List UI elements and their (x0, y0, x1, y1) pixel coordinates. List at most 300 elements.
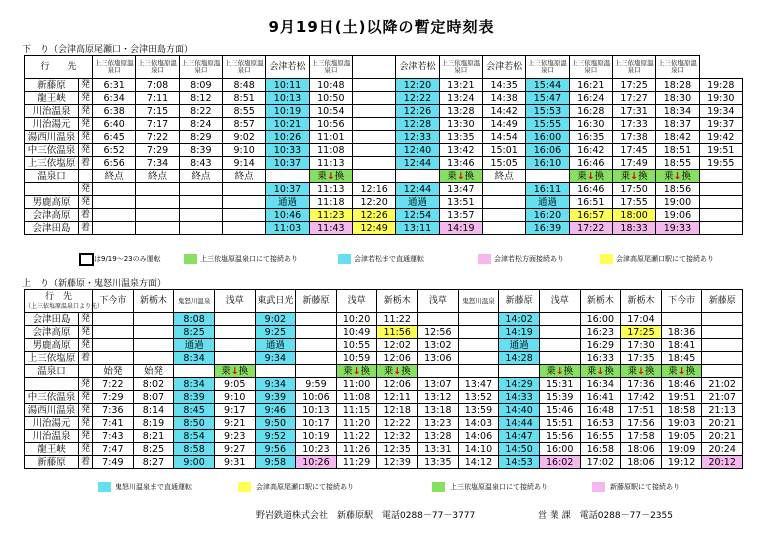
time-cell: 18:34 (656, 105, 699, 118)
time-cell: 17:55 (612, 196, 655, 209)
time-cell: 16:28 (569, 105, 612, 118)
time-cell (133, 313, 174, 326)
time-cell: 10:13 (266, 92, 309, 105)
time-cell: 11:08 (336, 391, 377, 404)
station-name: 中三依温泉 (25, 144, 79, 157)
time-cell: 9:59 (296, 378, 337, 391)
time-cell: 乗↓換 (439, 170, 482, 183)
time-cell: 14:19 (439, 222, 482, 235)
time-cell: 10:59 (336, 352, 377, 365)
time-cell: 9:10 (214, 391, 255, 404)
column-destination: 会津若松 (396, 56, 439, 79)
time-cell: 13:59 (458, 404, 499, 417)
time-cell: 通過 (526, 196, 569, 209)
station-name: 龍王峡 (25, 443, 79, 456)
time-cell (702, 339, 743, 352)
station-name: 温泉口 (25, 365, 79, 378)
time-cell: 14:47 (499, 430, 540, 443)
time-cell: 9:58 (255, 456, 296, 469)
legend-down-a: は9/19～23のみ運転 (94, 255, 161, 263)
column-destination: 浅草 (336, 290, 377, 313)
time-cell (539, 352, 580, 365)
transfer-arrow-icon: ↓ (673, 170, 682, 182)
time-cell (458, 365, 499, 378)
time-cell: 14:35 (482, 79, 525, 92)
arr-dep-mark: 発 (79, 196, 93, 209)
time-cell: 通過 (266, 196, 309, 209)
time-cell: 10:06 (296, 391, 337, 404)
time-cell: 8:25 (174, 326, 215, 339)
arr-dep-mark: 発 (79, 79, 93, 92)
column-destination: 上三依塩原温泉口 (136, 56, 179, 79)
time-cell: 乗↓換 (569, 170, 612, 183)
station-name: 会津田島 (25, 313, 79, 326)
time-cell: 8:12 (179, 92, 222, 105)
arr-dep-mark: 発 (79, 131, 93, 144)
arr-dep-mark: 着 (79, 209, 93, 222)
time-cell: 11:13 (309, 183, 352, 196)
time-cell: 12:28 (396, 118, 439, 131)
time-cell (352, 92, 395, 105)
time-cell: 16:42 (569, 144, 612, 157)
time-cell: 20:24 (702, 443, 743, 456)
time-cell (223, 183, 266, 196)
table-row (25, 417, 743, 430)
time-cell: 21:07 (702, 391, 743, 404)
station-name: 川治温泉 (25, 105, 79, 118)
time-cell: 終点 (93, 170, 136, 183)
time-cell (255, 365, 296, 378)
time-cell: 17:25 (612, 79, 655, 92)
arr-dep-mark (79, 365, 93, 378)
time-cell: 始発 (93, 365, 134, 378)
time-cell: 8:29 (179, 131, 222, 144)
time-cell (93, 326, 134, 339)
arr-dep-mark: 発 (79, 326, 93, 339)
time-cell: 16:34 (580, 378, 621, 391)
time-cell (702, 313, 743, 326)
transfer-arrow-icon: ↓ (677, 365, 686, 377)
time-cell: 14:12 (458, 456, 499, 469)
time-cell: 18:06 (621, 456, 662, 469)
time-cell: 13:35 (418, 456, 459, 469)
time-cell (702, 365, 743, 378)
time-cell (482, 222, 525, 235)
time-cell: 19:42 (699, 131, 742, 144)
column-destination: 鬼怒川温泉 (174, 290, 215, 313)
time-cell: 8:27 (133, 456, 174, 469)
column-destination: 東武日光 (255, 290, 296, 313)
time-cell (482, 183, 525, 196)
legend-up-pink-swatch (592, 482, 605, 492)
time-cell: 12:11 (377, 391, 418, 404)
time-cell: 16:06 (526, 144, 569, 157)
time-cell: 8:25 (133, 443, 174, 456)
time-cell: 10:11 (266, 79, 309, 92)
station-name: 川治湯元 (25, 118, 79, 131)
up-timetable (24, 289, 743, 469)
transfer-arrow-icon: ↓ (586, 170, 595, 182)
time-cell: 16:11 (526, 183, 569, 196)
time-cell (352, 144, 395, 157)
time-cell: 12:49 (352, 222, 395, 235)
arr-dep-mark: 着 (79, 352, 93, 365)
transfer-arrow-icon: ↓ (456, 170, 465, 182)
time-cell: 8:19 (133, 417, 174, 430)
legend-pink-swatch (478, 254, 491, 264)
time-cell: 14:44 (499, 417, 540, 430)
time-cell: 6:31 (93, 79, 136, 92)
time-cell: 13:35 (439, 131, 482, 144)
time-cell: 14:29 (499, 378, 540, 391)
legend-green-swatch (184, 254, 197, 264)
time-cell: 14:53 (499, 456, 540, 469)
time-cell: 19:00 (656, 196, 699, 209)
time-cell: 17:38 (612, 131, 655, 144)
table-row (25, 352, 743, 365)
transfer-arrow-icon: ↓ (555, 365, 564, 377)
time-cell: 13:46 (439, 157, 482, 170)
time-cell: 12:18 (377, 404, 418, 417)
transfer-arrow-icon: ↓ (230, 365, 239, 377)
table-row (25, 105, 743, 118)
time-cell: 10:49 (336, 326, 377, 339)
time-cell: 13:21 (439, 79, 482, 92)
arr-dep-mark: 発 (79, 404, 93, 417)
time-cell: 19:33 (656, 222, 699, 235)
legend-down-c: 会津若松まで直通運転 (354, 255, 424, 263)
time-cell: 8:50 (174, 417, 215, 430)
time-cell: 13:31 (418, 443, 459, 456)
time-cell: 9:31 (214, 456, 255, 469)
time-cell: 7:36 (93, 404, 134, 417)
time-cell: 9:02 (255, 313, 296, 326)
time-cell (93, 183, 136, 196)
table-row (25, 443, 743, 456)
time-cell: 14:19 (499, 326, 540, 339)
time-cell: 14:42 (482, 105, 525, 118)
time-cell: 9:00 (174, 456, 215, 469)
time-cell: 14:02 (499, 313, 540, 326)
table-row (25, 196, 743, 209)
time-cell: 14:28 (499, 352, 540, 365)
transfer-arrow-icon: ↓ (352, 365, 361, 377)
time-cell: 7:22 (136, 131, 179, 144)
column-destination: 浅草 (539, 290, 580, 313)
time-cell: 13:47 (458, 378, 499, 391)
time-cell: 18:55 (656, 157, 699, 170)
table-row (25, 378, 743, 391)
time-cell: 10:37 (266, 157, 309, 170)
column-destination: 新栃木 (133, 290, 174, 313)
legend-down-b: 上三依塩原温泉口にて接続あり (200, 255, 298, 263)
time-cell: 16:29 (580, 339, 621, 352)
time-cell: 15:44 (526, 79, 569, 92)
time-cell (214, 326, 255, 339)
time-cell: 18:30 (656, 92, 699, 105)
time-cell (93, 313, 134, 326)
time-cell: 通過 (499, 339, 540, 352)
time-cell: 8:02 (133, 378, 174, 391)
time-cell: 13:24 (439, 92, 482, 105)
station-name: 温泉口 (25, 170, 79, 183)
time-cell: 15:56 (539, 430, 580, 443)
time-cell: 12:44 (396, 183, 439, 196)
legend-up-yellow-swatch (238, 482, 251, 492)
time-cell: 18:42 (656, 131, 699, 144)
time-cell: 21:02 (702, 378, 743, 391)
time-cell: 15:05 (482, 157, 525, 170)
time-cell: 10:33 (266, 144, 309, 157)
time-cell: 18:36 (661, 326, 702, 339)
time-cell: 12:20 (396, 79, 439, 92)
column-destination: 新藤原 (296, 290, 337, 313)
time-cell: 6:56 (93, 157, 136, 170)
transfer-arrow-icon: ↓ (326, 170, 335, 182)
transfer-arrow-icon: ↓ (630, 170, 639, 182)
time-cell: 12:54 (396, 209, 439, 222)
time-cell: 13:30 (439, 118, 482, 131)
time-cell: 終点 (136, 170, 179, 183)
time-cell: 9:02 (223, 131, 266, 144)
time-cell: 19:34 (699, 105, 742, 118)
time-cell: 11:29 (336, 456, 377, 469)
time-cell: 13:42 (439, 144, 482, 157)
time-cell: 19:12 (661, 456, 702, 469)
station-name (25, 183, 79, 196)
column-destination: 新藤原 (702, 290, 743, 313)
time-cell: 通過 (174, 339, 215, 352)
legend-up-b: 会津高原尾瀬口駅にて接続あり (256, 483, 354, 491)
footer-dept: 営 業 課 電話0288－77－2355 (538, 511, 673, 521)
time-cell: 8:34 (174, 378, 215, 391)
time-cell: 13:51 (439, 196, 482, 209)
time-cell (699, 222, 742, 235)
time-cell: 17:50 (612, 183, 655, 196)
column-destination: 新藤原 (499, 290, 540, 313)
time-cell: 11:13 (309, 157, 352, 170)
arr-dep-mark: 発 (79, 378, 93, 391)
station-name: 会津田島 (25, 222, 79, 235)
time-cell: 8:58 (174, 443, 215, 456)
time-cell: 17:56 (621, 417, 662, 430)
time-cell: 始発 (133, 365, 174, 378)
time-cell (539, 313, 580, 326)
station-name: 川治温泉 (25, 430, 79, 443)
time-cell: 13:28 (439, 105, 482, 118)
time-cell: 10:23 (296, 443, 337, 456)
transfer-arrow-icon: ↓ (596, 365, 605, 377)
down-section-label: 下 り（会津高原尾瀬口・会津田島方面） (22, 45, 194, 55)
time-cell: 12:22 (396, 92, 439, 105)
time-cell: 10:20 (336, 313, 377, 326)
table-row (25, 430, 743, 443)
time-cell (93, 222, 136, 235)
time-cell (179, 222, 222, 235)
time-cell: 12:44 (396, 157, 439, 170)
legend-up-green-swatch (432, 482, 445, 492)
time-cell: 10:26 (296, 456, 337, 469)
time-cell: 11:18 (309, 196, 352, 209)
time-cell: 8:22 (179, 105, 222, 118)
time-cell: 16:00 (539, 443, 580, 456)
time-cell: 10:19 (296, 430, 337, 443)
time-cell: 8:55 (223, 105, 266, 118)
time-cell: 8:14 (133, 404, 174, 417)
time-cell: 6:38 (93, 105, 136, 118)
time-cell: 10:55 (336, 339, 377, 352)
time-cell: 11:43 (309, 222, 352, 235)
time-cell (458, 352, 499, 365)
time-cell: 8:07 (133, 391, 174, 404)
time-cell: 8:39 (174, 391, 215, 404)
time-cell: 16:58 (580, 443, 621, 456)
time-cell: 終点 (482, 170, 525, 183)
time-cell: 14:54 (482, 131, 525, 144)
time-cell (539, 326, 580, 339)
time-cell: 11:01 (309, 131, 352, 144)
time-cell: 18:00 (612, 209, 655, 222)
time-cell: 12:56 (418, 326, 459, 339)
time-cell (214, 313, 255, 326)
time-cell: 15:46 (539, 404, 580, 417)
table-row (25, 183, 743, 196)
arr-dep-mark: 発 (79, 118, 93, 131)
time-cell: 15:53 (526, 105, 569, 118)
time-cell: 7:49 (93, 456, 134, 469)
arr-dep-mark: 発 (79, 183, 93, 196)
station-name (25, 378, 79, 391)
column-destination: 会津若松 (266, 56, 309, 79)
time-cell: 8:34 (174, 352, 215, 365)
time-cell: 乗↓換 (336, 365, 377, 378)
time-cell (352, 170, 395, 183)
time-cell: 18:06 (621, 443, 662, 456)
time-cell: 17:02 (580, 456, 621, 469)
time-cell (699, 196, 742, 209)
arr-dep-mark: 着 (79, 157, 93, 170)
column-destination: 下今市 (661, 290, 702, 313)
time-cell: 18:46 (661, 378, 702, 391)
station-name: 上三依塩原 (25, 352, 79, 365)
time-cell: 6:45 (93, 131, 136, 144)
time-cell: 17:30 (621, 339, 662, 352)
time-cell: 12:16 (352, 183, 395, 196)
time-cell (418, 365, 459, 378)
time-cell: 9:39 (255, 391, 296, 404)
column-destination: 浅草 (214, 290, 255, 313)
dest-header-sub: （上三依塩原温泉口より先） (25, 303, 104, 310)
transfer-arrow-icon: ↓ (636, 365, 645, 377)
time-cell: 通過 (255, 339, 296, 352)
time-cell (352, 131, 395, 144)
time-cell: 13:18 (418, 404, 459, 417)
time-cell (133, 339, 174, 352)
time-cell: 17:49 (612, 157, 655, 170)
time-cell: 13:57 (439, 209, 482, 222)
time-cell (223, 222, 266, 235)
time-cell: 17:22 (569, 222, 612, 235)
time-cell: 10:56 (309, 118, 352, 131)
time-cell: 16:46 (569, 183, 612, 196)
time-cell (136, 209, 179, 222)
dest-header (25, 56, 93, 79)
time-cell: 8:39 (179, 144, 222, 157)
time-cell (136, 183, 179, 196)
time-cell: 16:30 (569, 118, 612, 131)
time-cell: 20:21 (702, 417, 743, 430)
time-cell (396, 170, 439, 183)
time-cell: 9:10 (223, 144, 266, 157)
station-name: 湯西川温泉 (25, 131, 79, 144)
time-cell: 21:13 (702, 404, 743, 417)
table-row (25, 222, 743, 235)
arr-dep-mark: 発 (79, 417, 93, 430)
time-cell (296, 352, 337, 365)
time-cell: 11:03 (266, 222, 309, 235)
time-cell: 17:31 (612, 105, 655, 118)
legend-up-d: 新藤原駅にて接続あり (610, 483, 680, 491)
time-cell: 16:55 (580, 430, 621, 443)
time-cell (136, 222, 179, 235)
arr-dep-mark: 発 (79, 430, 93, 443)
time-cell: 12:35 (377, 443, 418, 456)
column-destination: 上三依塩原温泉口 (179, 56, 222, 79)
time-cell (133, 352, 174, 365)
legend-down-e: 会津高原尾瀬口駅にて接続あり (616, 255, 714, 263)
time-cell: 13:47 (439, 183, 482, 196)
time-cell: 16:57 (569, 209, 612, 222)
time-cell: 16:10 (526, 157, 569, 170)
time-cell: 9:27 (214, 443, 255, 456)
time-cell: 16:23 (580, 326, 621, 339)
table-row (25, 404, 743, 417)
time-cell: 7:47 (93, 443, 134, 456)
time-cell: 15:55 (526, 118, 569, 131)
time-cell: 17:51 (621, 404, 662, 417)
time-cell: 9:14 (223, 157, 266, 170)
table-row (25, 456, 743, 469)
time-cell (93, 196, 136, 209)
station-name: 龍王峡 (25, 92, 79, 105)
time-cell: 17:35 (621, 352, 662, 365)
time-cell: 終点 (179, 170, 222, 183)
transfer-arrow-icon: ↓ (393, 365, 402, 377)
time-cell (499, 365, 540, 378)
time-cell: 16:00 (580, 313, 621, 326)
column-destination: 鬼怒川温泉 (458, 290, 499, 313)
time-cell (93, 352, 134, 365)
time-cell: 17:58 (621, 430, 662, 443)
station-name: 男鹿高原 (25, 339, 79, 352)
time-cell: 10:50 (309, 92, 352, 105)
time-cell: 7:11 (136, 92, 179, 105)
time-cell: 19:28 (699, 79, 742, 92)
time-cell: 13:06 (418, 352, 459, 365)
time-cell: 9:50 (255, 417, 296, 430)
time-cell (458, 339, 499, 352)
time-cell: 11:15 (336, 404, 377, 417)
time-cell: 19:55 (699, 157, 742, 170)
time-cell: 17:27 (612, 92, 655, 105)
table-row (25, 209, 743, 222)
time-cell (296, 365, 337, 378)
time-cell (296, 313, 337, 326)
time-cell (179, 196, 222, 209)
time-cell (296, 326, 337, 339)
time-cell: 18:41 (661, 339, 702, 352)
table-row (25, 339, 743, 352)
